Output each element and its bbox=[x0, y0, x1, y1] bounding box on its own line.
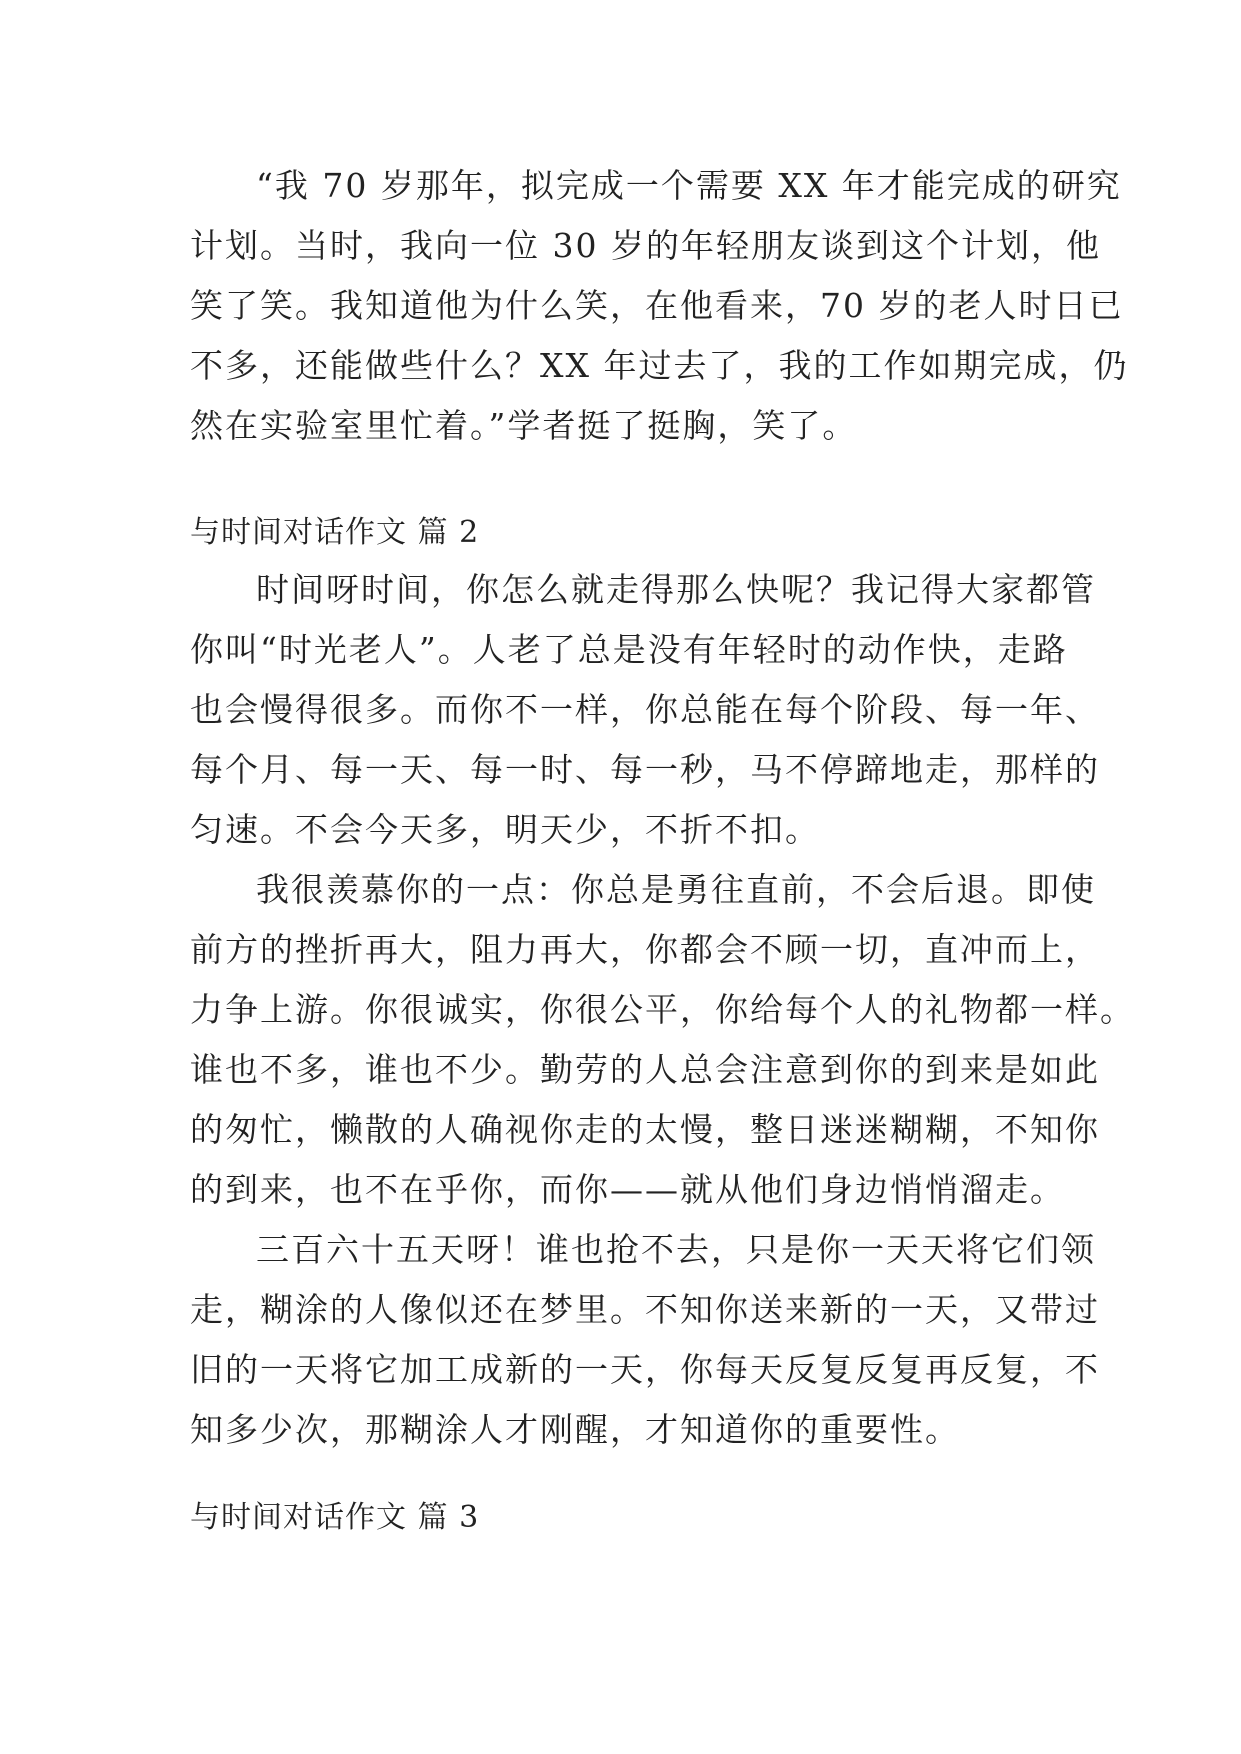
text-line: 匀速。不会今天多，明天少，不折不扣。 bbox=[190, 810, 820, 849]
text-line: 时间呀时间，你怎么就走得那么快呢？我记得大家都管 bbox=[256, 570, 1096, 609]
text-line: 知多少次，那糊涂人才刚醒，才知道你的重要性。 bbox=[190, 1410, 960, 1449]
section-heading: 与时间对话作文 篇 2 bbox=[190, 515, 480, 550]
section-heading: 与时间对话作文 篇 3 bbox=[190, 1500, 480, 1535]
text-line: 也会慢得很多。而你不一样，你总能在每个阶段、每一年、 bbox=[190, 690, 1100, 729]
text-line: 每个月、每一天、每一时、每一秒，马不停蹄地走，那样的 bbox=[190, 750, 1100, 789]
text-line: 旧的一天将它加工成新的一天，你每天反复反复再反复，不 bbox=[190, 1350, 1100, 1389]
text-line: 谁也不多，谁也不少。勤劳的人总会注意到你的到来是如此 bbox=[190, 1050, 1100, 1089]
text-line: 计划。当时，我向一位 30 岁的年轻朋友谈到这个计划，他 bbox=[190, 226, 1101, 265]
text-line: 前方的挫折再大，阻力再大，你都会不顾一切，直冲而上， bbox=[190, 930, 1100, 969]
text-line: 笑了笑。我知道他为什么笑，在他看来，70 岁的老人时日已 bbox=[190, 286, 1124, 325]
text-line: 的匆忙，懒散的人确视你走的太慢，整日迷迷糊糊，不知你 bbox=[190, 1110, 1100, 1149]
text-line: 的到来，也不在乎你，而你——就从他们身边悄悄溜走。 bbox=[190, 1170, 1065, 1209]
text-line: “我 70 岁那年，拟完成一个需要 XX 年才能完成的研究 bbox=[256, 166, 1122, 205]
text-line: 力争上游。你很诚实，你很公平，你给每个人的礼物都一样。 bbox=[190, 990, 1135, 1029]
text-line: 然在实验室里忙着。”学者挺了挺胸，笑了。 bbox=[190, 406, 858, 445]
text-line: 三百六十五天呀！谁也抢不去，只是你一天天将它们领 bbox=[256, 1230, 1096, 1269]
text-line: 你叫“时光老人”。人老了总是没有年轻时的动作快，走路 bbox=[190, 630, 1068, 669]
text-line: 我很羡慕你的一点：你总是勇往直前，不会后退。即使 bbox=[256, 870, 1096, 909]
text-line: 走，糊涂的人像似还在梦里。不知你送来新的一天，又带过 bbox=[190, 1290, 1100, 1329]
text-line: 不多，还能做些什么？XX 年过去了，我的工作如期完成，仍 bbox=[190, 346, 1129, 385]
